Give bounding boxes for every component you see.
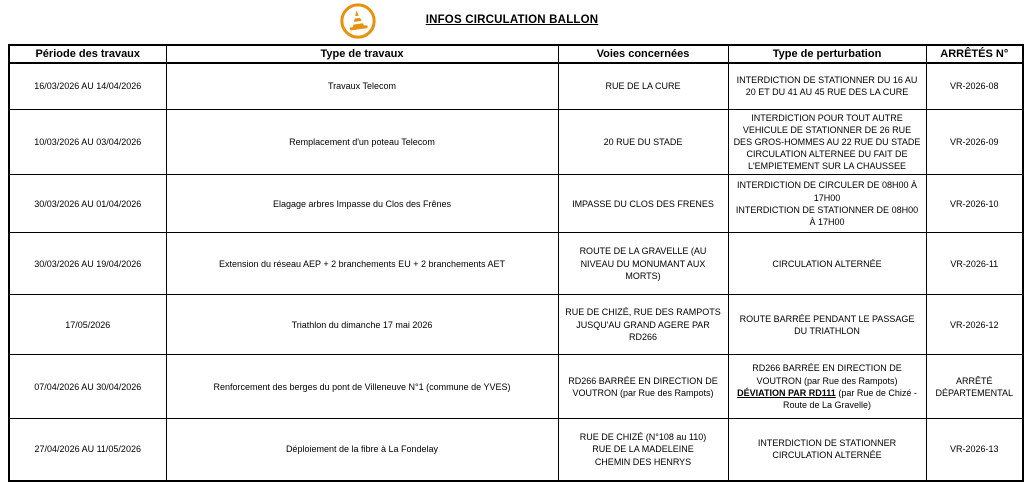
perturbation-cell: INTERDICTION DE STATIONNER DU 16 AU 20 ET DU 41 AU 45 RUE DES LA CURE	[728, 63, 926, 109]
travaux-cell: Déploiement de la fibre à La Fondelay	[166, 419, 558, 481]
travaux-cell: Extension du réseau AEP + 2 branchements EU + 2 branchements AET	[166, 233, 558, 295]
travaux-cell: Triathlon du dimanche 17 mai 2026	[166, 295, 558, 355]
header-perturbation: Type de perturbation	[728, 45, 926, 63]
header-periode: Période des travaux	[9, 45, 166, 63]
perturbation-cell: RD266 BARRÉE EN DIRECTION DE VOUTRON (par Rue des Rampots) DÉVIATION PAR RD111 (par Rue de Chizé - Route de La Gravelle)	[728, 355, 926, 419]
periode-cell: 30/03/2026 AU 01/04/2026	[9, 175, 166, 233]
page-header	[0, 0, 1024, 44]
header-voies: Voies concernées	[558, 45, 728, 63]
table-header-row	[9, 45, 1023, 63]
arrete-cell: VR-2026-12	[926, 295, 1023, 355]
header-arretes: ARRÊTÉS N°	[926, 45, 1023, 63]
periode-cell: 30/03/2026 AU 19/04/2026	[9, 233, 166, 295]
travaux-cell: Elagage arbres Impasse du Clos des Frênes	[166, 175, 558, 233]
voies-cell: 20 RUE DU STADE	[558, 109, 728, 175]
perturbation-cell: ROUTE BARRÉE PENDANT LE PASSAGE DU TRIATHLON	[728, 295, 926, 355]
arrete-cell: VR-2026-11	[926, 233, 1023, 295]
table-row	[9, 175, 1023, 233]
voies-cell: RD266 BARRÉE EN DIRECTION DE VOUTRON (par Rue des Rampots)	[558, 355, 728, 419]
periode-cell: 16/03/2026 AU 14/04/2026	[9, 63, 166, 109]
perturbation-cell: INTERDICTION DE CIRCULER DE 08H00 À 17H00 INTERDICTION DE STATIONNER DE 08H00 À 17H00	[728, 175, 926, 233]
deviation-emphasis: DÉVIATION PAR RD111	[737, 387, 836, 398]
voies-cell: RUE DE LA CURE	[558, 63, 728, 109]
voies-cell: IMPASSE DU CLOS DES FRENES	[558, 175, 728, 233]
voies-cell: RUE DE CHIZÉ, RUE DES RAMPOTS JUSQU'AU GRAND AGERE PAR RD266	[558, 295, 728, 355]
travaux-cell: Travaux Telecom	[166, 63, 558, 109]
voies-cell: RUE DE CHIZÉ (N°108 au 110) RUE DE LA MADELEINE CHEMIN DES HENRYS	[558, 419, 728, 481]
header-type-travaux: Type de travaux	[166, 45, 558, 63]
periode-cell: 27/04/2026 AU 11/05/2026	[9, 419, 166, 481]
perturbation-cell: CIRCULATION ALTERNÉE	[728, 233, 926, 295]
periode-cell: 07/04/2026 AU 30/04/2026	[9, 355, 166, 419]
travaux-cell: Renforcement des berges du pont de Villeneuve N°1 (commune de YVES)	[166, 355, 558, 419]
arrete-cell: ARRÊTÉ DÉPARTEMENTAL	[926, 355, 1023, 419]
periode-cell: 10/03/2026 AU 03/04/2026	[9, 109, 166, 175]
table-body	[9, 63, 1023, 481]
circulation-table	[8, 44, 1024, 482]
table-row	[9, 63, 1023, 109]
arrete-cell: VR-2026-08	[926, 63, 1023, 109]
arrete-cell: VR-2026-13	[926, 419, 1023, 481]
perturbation-cell: INTERDICTION DE STATIONNER CIRCULATION ALTERNÉE	[728, 419, 926, 481]
voies-cell: ROUTE DE LA GRAVELLE (AU NIVEAU DU MONUMANT AUX MORTS)	[558, 233, 728, 295]
perturbation-cell: INTERDICTION POUR TOUT AUTRE VEHICULE DE STATIONNER DE 26 RUE DES GROS-HOMMES AU 22 RUE DU STADE CIRCULATION ALTERNEE DU FAIT DE L'EMPIETEMENT SUR LA CHAUSSEE	[728, 109, 926, 175]
page-title: INFOS CIRCULATION BALLON	[425, 14, 599, 26]
table-row	[9, 233, 1023, 295]
periode-cell: 17/05/2026	[9, 295, 166, 355]
table-row	[9, 419, 1023, 481]
arrete-cell: VR-2026-10	[926, 175, 1023, 233]
table-row	[9, 355, 1023, 419]
arrete-cell: VR-2026-09	[926, 109, 1023, 175]
travaux-cell: Remplacement d'un poteau Telecom	[166, 109, 558, 175]
table-row	[9, 109, 1023, 175]
table-row	[9, 295, 1023, 355]
